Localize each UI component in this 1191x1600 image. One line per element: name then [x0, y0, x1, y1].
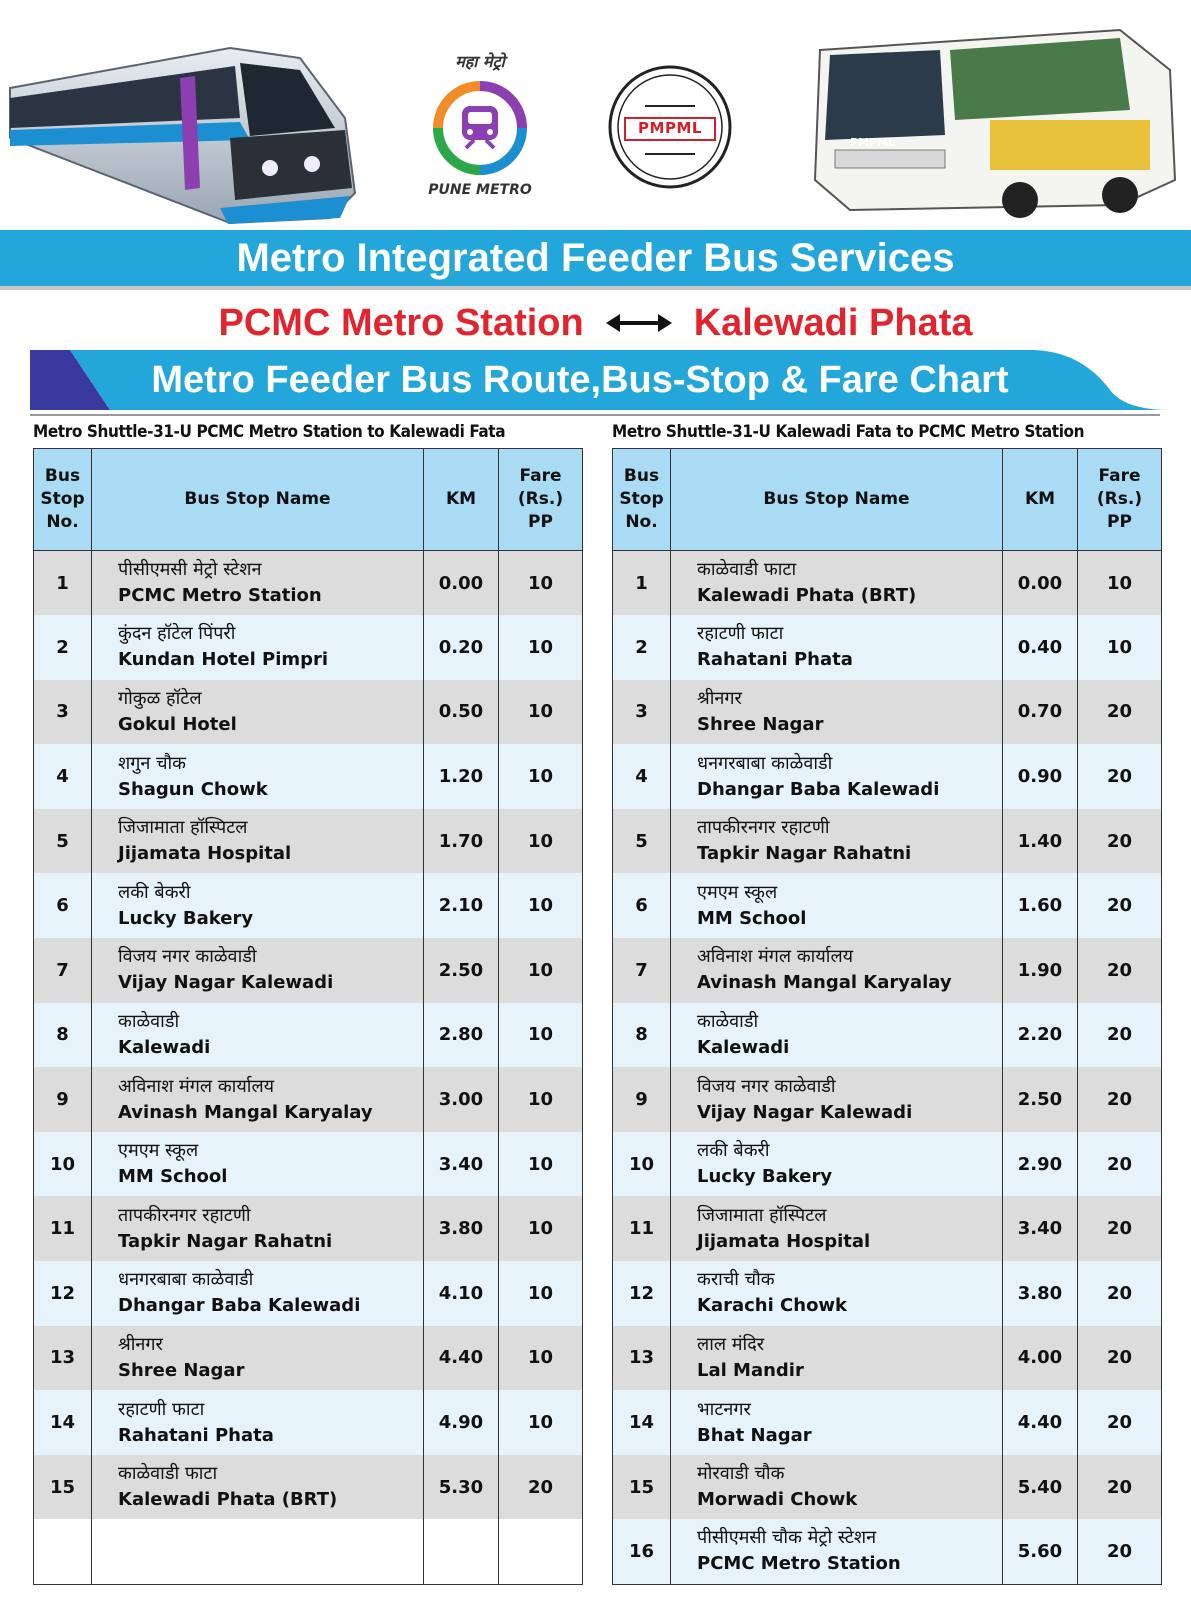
stop-km: 0.90 [1003, 744, 1078, 809]
table-row [613, 551, 1162, 616]
stop-name-english: Rahatani Phata [118, 1424, 274, 1446]
page-title: Metro Integrated Feeder Bus Services [236, 236, 955, 280]
stop-name-english: PCMC Metro Station [118, 585, 322, 607]
stop-fare: 20 [1078, 1390, 1162, 1455]
stop-fare: 10 [499, 873, 583, 938]
pmpml-logo [605, 62, 735, 192]
table-row [34, 809, 583, 874]
stop-name-marathi: लाल मंदिर [697, 1333, 765, 1355]
table-row [613, 1519, 1162, 1584]
fare-table-outbound [33, 418, 582, 1585]
stop-name [671, 1196, 1003, 1261]
table-row [34, 744, 583, 809]
stop-km: 5.30 [424, 1455, 499, 1520]
stop-name-english: Vijay Nagar Kalewadi [697, 1101, 913, 1123]
stop-km: 2.50 [424, 938, 499, 1003]
stop-km: 3.40 [1003, 1196, 1078, 1261]
stop-name [671, 1519, 1003, 1584]
stop-fare: 10 [1078, 551, 1162, 616]
stop-km: 3.00 [424, 1067, 499, 1132]
stop-name-english: Morwadi Chowk [697, 1489, 858, 1511]
stop-number: 12 [613, 1261, 671, 1326]
stop-km: 3.80 [1003, 1261, 1078, 1326]
stop-name-english: Rahatani Phata [697, 649, 853, 671]
stop-name-english: MM School [697, 907, 807, 929]
stop-name [671, 551, 1003, 616]
stop-number: 8 [613, 1003, 671, 1068]
col-header-stop-no: Bus Stop No. [613, 449, 671, 551]
stop-name-marathi: मोरवाडी चौक [697, 1463, 785, 1485]
col-header-km: KM [1003, 449, 1078, 551]
table-row [34, 1519, 583, 1584]
stop-name-english: Tapkir Nagar Rahatni [118, 1230, 333, 1252]
stop-number: 15 [613, 1455, 671, 1520]
stop-fare: 10 [499, 809, 583, 874]
stop-name [671, 1003, 1003, 1068]
stop-number: 6 [613, 873, 671, 938]
stop-fare: 20 [1078, 744, 1162, 809]
table-row [34, 1067, 583, 1132]
stop-fare: 10 [499, 744, 583, 809]
stop-km: 1.60 [1003, 873, 1078, 938]
stop-name-marathi: काळेवाडी फाटा [118, 1463, 218, 1485]
stop-name-marathi: श्रीनगर [118, 1333, 163, 1355]
subtitle: Metro Feeder Bus Route,Bus-Stop & Fare Chart [151, 359, 1009, 401]
stop-km: 0.00 [1003, 551, 1078, 616]
stop-name-english: Karachi Chowk [697, 1295, 848, 1317]
stop-name-marathi: अविनाश मंगल कार्यालय [118, 1075, 275, 1097]
stop-number: 4 [613, 744, 671, 809]
divider [30, 414, 1160, 416]
stop-name [92, 809, 424, 874]
stop-name [92, 873, 424, 938]
stop-km: 5.40 [1003, 1455, 1078, 1520]
stop-name-marathi: तापकीरनगर रहाटणी [697, 817, 830, 839]
stop-km: 2.90 [1003, 1132, 1078, 1197]
stop-number: 10 [34, 1132, 92, 1197]
stop-fare: 10 [499, 1390, 583, 1455]
metro-logo-icon [430, 78, 530, 178]
stop-name [92, 1326, 424, 1391]
stop-number: 12 [34, 1261, 92, 1326]
stop-fare: 20 [1078, 1261, 1162, 1326]
stop-name [92, 1132, 424, 1197]
stop-km: 3.40 [424, 1132, 499, 1197]
stop-name-marathi: धनगरबाबा काळेवाडी [697, 752, 833, 774]
pmpml-bus-illustration [790, 10, 1180, 220]
stop-name-english: Avinash Mangal Karyalay [118, 1101, 373, 1123]
double-arrow-icon [606, 311, 672, 335]
stop-number: 16 [613, 1519, 671, 1584]
stop-name-marathi: रहाटणी फाटा [118, 1398, 205, 1420]
stop-km: 1.70 [424, 809, 499, 874]
table-row [34, 615, 583, 680]
stop-number: 4 [34, 744, 92, 809]
stop-name-marathi: जिजामाता हॉस्पिटल [697, 1204, 827, 1226]
table-row [613, 615, 1162, 680]
metro-logo-tagline: महा मेट्रो [455, 52, 505, 71]
stop-fare [499, 1519, 583, 1584]
stop-name [92, 680, 424, 745]
table-row [34, 551, 583, 616]
stop-name-english: Vijay Nagar Kalewadi [118, 972, 334, 994]
stop-name-marathi: अविनाश मंगल कार्यालय [697, 946, 854, 968]
stop-name-english: Shree Nagar [697, 713, 824, 735]
stop-name-marathi: जिजामाता हॉस्पिटल [118, 817, 248, 839]
stop-name-marathi: एमएम स्कूल [697, 881, 778, 903]
stop-number: 13 [34, 1326, 92, 1391]
stop-km: 2.80 [424, 1003, 499, 1068]
stop-name-english: Kalewadi [118, 1036, 211, 1058]
stop-km: 2.50 [1003, 1067, 1078, 1132]
table-row [613, 1455, 1162, 1520]
stop-km: 0.50 [424, 680, 499, 745]
col-header-fare: Fare (Rs.) PP [1078, 449, 1162, 551]
pmpml-logo-text: PMPML [638, 119, 702, 137]
fare-table-return [612, 418, 1161, 1585]
stop-name-english: Dhangar Baba Kalewadi [697, 778, 940, 800]
stop-number: 3 [34, 680, 92, 745]
stop-number [34, 1519, 92, 1584]
table-row [34, 680, 583, 745]
stop-km: 0.20 [424, 615, 499, 680]
stop-name-english: PCMC Metro Station [697, 1553, 901, 1575]
stop-km: 2.10 [424, 873, 499, 938]
stop-fare: 10 [499, 551, 583, 616]
table-header-row [34, 449, 583, 551]
stop-fare: 20 [1078, 1326, 1162, 1391]
stop-fare: 20 [1078, 1196, 1162, 1261]
stop-name [92, 744, 424, 809]
stop-name [92, 615, 424, 680]
stop-name-english: Jijamata Hospital [118, 843, 292, 865]
stop-name [92, 1196, 424, 1261]
stop-number: 14 [613, 1390, 671, 1455]
stop-km: 0.40 [1003, 615, 1078, 680]
stop-name-marathi: धनगरबाबा काळेवाडी [118, 1269, 254, 1291]
stop-name-marathi: पीसीएमसी चौक मेट्रो स्टेशन [697, 1527, 877, 1549]
stop-fare: 20 [1078, 1003, 1162, 1068]
table-row [34, 1390, 583, 1455]
stop-name [671, 1067, 1003, 1132]
stop-number: 10 [613, 1132, 671, 1197]
route-to: Kalewadi Phata [693, 301, 973, 344]
stop-km: 4.10 [424, 1261, 499, 1326]
header-graphics [0, 0, 1191, 228]
stop-name [92, 551, 424, 616]
stop-name-english: Avinash Mangal Karyalay [697, 972, 952, 994]
stop-km: 2.20 [1003, 1003, 1078, 1068]
table-caption: Metro Shuttle-31-U Kalewadi Fata to PCMC Metro Station [612, 422, 1085, 442]
stop-number: 14 [34, 1390, 92, 1455]
stop-name-english: Lal Mandir [697, 1359, 804, 1381]
stop-name [92, 938, 424, 1003]
stop-name-marathi: लकी बेकरी [697, 1140, 770, 1162]
stop-number: 13 [613, 1326, 671, 1391]
stop-number: 9 [34, 1067, 92, 1132]
stop-name-english: Tapkir Nagar Rahatni [697, 843, 912, 865]
stop-number: 7 [613, 938, 671, 1003]
stop-number: 15 [34, 1455, 92, 1520]
stop-name-english: Lucky Bakery [118, 907, 254, 929]
stop-name-marathi: भाटनगर [697, 1398, 751, 1420]
stop-km: 4.90 [424, 1390, 499, 1455]
stop-name [92, 1261, 424, 1326]
stop-name-english: Jijamata Hospital [697, 1230, 871, 1252]
stop-name-marathi: तापकीरनगर रहाटणी [118, 1204, 251, 1226]
stop-name [92, 1390, 424, 1455]
table-row [34, 873, 583, 938]
stop-name-english: Kalewadi [697, 1036, 790, 1058]
stop-name [671, 873, 1003, 938]
table-caption: Metro Shuttle-31-U PCMC Metro Station to Kalewadi Fata [33, 422, 506, 442]
stop-fare: 20 [1078, 809, 1162, 874]
stop-name-english: Gokul Hotel [118, 713, 237, 735]
stop-number: 3 [613, 680, 671, 745]
stop-km: 4.00 [1003, 1326, 1078, 1391]
stop-name-marathi: पीसीएमसी मेट्रो स्टेशन [118, 559, 262, 581]
stop-name-english: Kalewadi Phata (BRT) [697, 585, 917, 607]
stop-km [424, 1519, 499, 1584]
stop-name [671, 1455, 1003, 1520]
stop-fare: 10 [499, 1132, 583, 1197]
stop-name [671, 809, 1003, 874]
col-header-km: KM [424, 449, 499, 551]
table-row [613, 1390, 1162, 1455]
stop-name [92, 1519, 424, 1584]
stop-number: 8 [34, 1003, 92, 1068]
fare-table [612, 448, 1162, 1585]
stop-name-english: Kalewadi Phata (BRT) [118, 1489, 338, 1511]
stop-name-marathi: कुंदन हॉटेल पिंपरी [118, 623, 236, 645]
table-row [34, 1326, 583, 1391]
table-row [613, 1067, 1162, 1132]
stop-fare: 20 [1078, 680, 1162, 745]
bus-display-text: PMPML [850, 136, 896, 149]
table-row [613, 938, 1162, 1003]
stop-name-marathi: गोकुळ हॉटेल [118, 687, 202, 709]
stop-fare: 10 [499, 1261, 583, 1326]
stop-fare: 10 [499, 680, 583, 745]
table-row [34, 1261, 583, 1326]
stop-name-marathi: रहाटणी फाटा [697, 623, 784, 645]
stop-name-english: Shagun Chowk [118, 778, 268, 800]
stop-name [671, 1326, 1003, 1391]
stop-number: 9 [613, 1067, 671, 1132]
table-row [34, 1455, 583, 1520]
table-row [613, 1132, 1162, 1197]
table-row [613, 1003, 1162, 1068]
table-row [34, 1132, 583, 1197]
stop-name-english: Dhangar Baba Kalewadi [118, 1295, 361, 1317]
route-from: PCMC Metro Station [218, 301, 584, 344]
table-row [613, 1326, 1162, 1391]
stop-name [671, 680, 1003, 745]
stop-fare: 10 [499, 615, 583, 680]
col-header-stop-name: Bus Stop Name [671, 449, 1003, 551]
metro-logo-name: PUNE METRO [428, 182, 532, 198]
stop-km: 1.40 [1003, 809, 1078, 874]
stop-fare: 10 [499, 938, 583, 1003]
stop-km: 3.80 [424, 1196, 499, 1261]
stop-name [671, 1132, 1003, 1197]
stop-name-english: Bhat Nagar [697, 1424, 812, 1446]
stop-name-marathi: काळेवाडी फाटा [697, 559, 797, 581]
stop-name-marathi: काळेवाडी [697, 1010, 759, 1032]
stop-fare: 20 [1078, 938, 1162, 1003]
title-band [0, 230, 1191, 290]
col-header-fare: Fare (Rs.) PP [499, 449, 583, 551]
stop-name [671, 615, 1003, 680]
table-row [34, 1003, 583, 1068]
stop-fare: 10 [499, 1326, 583, 1391]
stop-name [92, 1067, 424, 1132]
stop-km: 0.70 [1003, 680, 1078, 745]
stop-fare: 10 [1078, 615, 1162, 680]
route-line [0, 296, 1191, 350]
stop-km: 1.90 [1003, 938, 1078, 1003]
stop-number: 5 [613, 809, 671, 874]
stop-name [671, 744, 1003, 809]
stop-name [92, 1455, 424, 1520]
stop-number: 11 [613, 1196, 671, 1261]
subtitle-band [30, 350, 1170, 410]
table-row [613, 1261, 1162, 1326]
stop-fare: 20 [1078, 873, 1162, 938]
stop-km: 0.00 [424, 551, 499, 616]
stop-name-english: Shree Nagar [118, 1359, 245, 1381]
stop-number: 6 [34, 873, 92, 938]
table-row [613, 809, 1162, 874]
table-row [613, 680, 1162, 745]
table-row [34, 1196, 583, 1261]
stop-name-marathi: शगुन चौक [118, 752, 187, 774]
table-header-row [613, 449, 1162, 551]
stop-fare: 20 [1078, 1067, 1162, 1132]
stop-name-marathi: श्रीनगर [697, 687, 742, 709]
stop-fare: 10 [499, 1196, 583, 1261]
stop-name [671, 1261, 1003, 1326]
stop-number: 7 [34, 938, 92, 1003]
stop-km: 4.40 [424, 1326, 499, 1391]
stop-fare: 10 [499, 1067, 583, 1132]
col-header-stop-name: Bus Stop Name [92, 449, 424, 551]
stop-name-marathi: काळेवाडी [118, 1010, 180, 1032]
table-row [613, 1196, 1162, 1261]
table-row [613, 744, 1162, 809]
stop-km: 5.60 [1003, 1519, 1078, 1584]
stop-name [92, 1003, 424, 1068]
stop-number: 2 [613, 615, 671, 680]
stop-km: 1.20 [424, 744, 499, 809]
table-row [613, 873, 1162, 938]
metro-train-illustration [0, 18, 372, 228]
fare-table [33, 448, 583, 1585]
table-row [34, 938, 583, 1003]
stop-number: 5 [34, 809, 92, 874]
stop-name-english: MM School [118, 1166, 228, 1188]
stop-name-marathi: विजय नगर काळेवाडी [118, 946, 257, 968]
stop-fare: 20 [1078, 1132, 1162, 1197]
stop-name [671, 938, 1003, 1003]
pune-metro-logo [420, 50, 540, 210]
stop-number: 1 [613, 551, 671, 616]
stop-km: 4.40 [1003, 1390, 1078, 1455]
stop-fare: 20 [499, 1455, 583, 1520]
stop-name-marathi: विजय नगर काळेवाडी [697, 1075, 836, 1097]
stop-name-english: Kundan Hotel Pimpri [118, 649, 329, 671]
col-header-stop-no: Bus Stop No. [34, 449, 92, 551]
stop-fare: 20 [1078, 1455, 1162, 1520]
stop-number: 1 [34, 551, 92, 616]
stop-name [671, 1390, 1003, 1455]
stop-name-marathi: लकी बेकरी [118, 881, 191, 903]
stop-name-marathi: कराची चौक [697, 1269, 775, 1291]
stop-number: 11 [34, 1196, 92, 1261]
stop-name-marathi: एमएम स्कूल [118, 1140, 199, 1162]
stop-name-english: Lucky Bakery [697, 1166, 833, 1188]
stop-fare: 10 [499, 1003, 583, 1068]
stop-number: 2 [34, 615, 92, 680]
stop-fare: 20 [1078, 1519, 1162, 1584]
